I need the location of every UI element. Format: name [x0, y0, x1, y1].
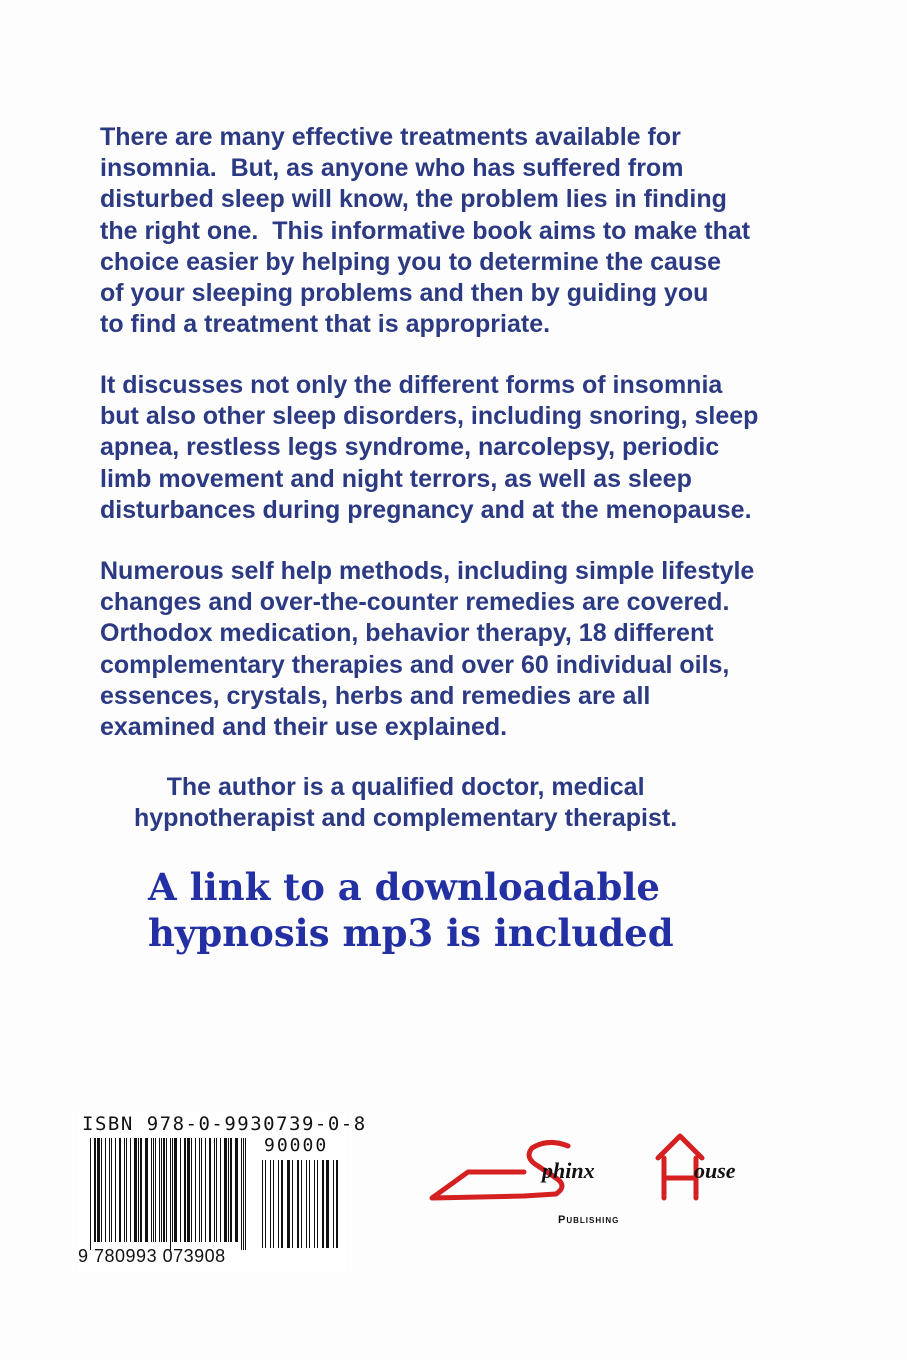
- barcode-bar: [101, 1138, 102, 1242]
- barcode-bar: [205, 1138, 206, 1242]
- barcode-bar: [241, 1138, 242, 1250]
- barcode-bar: [109, 1138, 110, 1242]
- addon-bar: [333, 1160, 334, 1248]
- barcode-bar: [191, 1138, 192, 1242]
- addon-bar: [322, 1160, 324, 1248]
- addon-bar: [326, 1160, 329, 1248]
- barcode-bar: [245, 1138, 246, 1250]
- barcode-bar: [151, 1138, 152, 1242]
- barcode-bar: [216, 1138, 217, 1242]
- barcode-bar: [94, 1138, 96, 1242]
- barcode-bar: [230, 1138, 232, 1242]
- addon-bar: [281, 1160, 283, 1248]
- barcode-bar: [195, 1138, 196, 1242]
- barcode-bar: [97, 1138, 100, 1242]
- barcode-bar: [145, 1138, 148, 1242]
- addon-bar: [262, 1160, 263, 1248]
- barcode-bar: [126, 1138, 127, 1242]
- blurb-paragraph-3: Numerous self help methods, including simple lifestyle changes and over-the-counter remedies are covered. Orthodox medication, behavior therapy, 18 different complementary therapies and over 60 individual oils, essences, crystals, herbs and remedies are all examined and their use explained.: [100, 557, 755, 742]
- addon-bar: [301, 1160, 302, 1248]
- barcode-bar: [166, 1138, 167, 1242]
- barcode-bar: [174, 1138, 177, 1242]
- barcode-bar: [161, 1138, 162, 1242]
- addon-barcode: [262, 1160, 342, 1250]
- barcode-bar: [184, 1138, 186, 1242]
- barcode-bar: [187, 1138, 190, 1242]
- mp3-highlight: A link to a downloadable hypnosis mp3 is included: [148, 865, 674, 955]
- addon-bar: [314, 1160, 315, 1248]
- blurb-paragraph-2: It discusses not only the different forms of insomnia but also other sleep disorders, including snoring, sleep apnea, restless legs syndrome, narcolepsy, periodic limb movement and night terrors, as well as sleep disturbances during pregnancy and at the menopause.: [100, 371, 759, 524]
- barcode-bar: [199, 1138, 200, 1242]
- addon-bar: [270, 1160, 271, 1248]
- author-note: The author is a qualified doctor, medical hypnotherapist and complementary therapist.: [134, 773, 678, 833]
- barcode-bar: [111, 1138, 112, 1242]
- addon-bar: [297, 1160, 299, 1248]
- addon-bar: [287, 1160, 290, 1248]
- addon-bar: [309, 1160, 310, 1248]
- ean-barcode: [90, 1138, 250, 1250]
- addon-bar: [278, 1160, 279, 1248]
- addon-bar: [273, 1160, 274, 1248]
- publisher-name-part-1: phinx: [542, 1158, 595, 1183]
- barcode-bar: [134, 1138, 137, 1242]
- barcode-bar: [105, 1138, 106, 1242]
- addon-bar: [265, 1160, 266, 1248]
- publisher-subtitle: Publishing: [558, 1214, 620, 1226]
- price-code: 90000: [264, 1135, 329, 1156]
- barcode-bar: [159, 1138, 160, 1242]
- barcode-bar: [209, 1138, 211, 1242]
- barcode-bar: [153, 1138, 154, 1242]
- barcode-bar: [180, 1138, 181, 1242]
- barcode-bar: [170, 1138, 171, 1250]
- barcode-bar: [90, 1138, 91, 1250]
- barcode-bar: [214, 1138, 215, 1242]
- barcode-bar: [140, 1138, 142, 1242]
- barcode-bar: [243, 1138, 244, 1250]
- addon-bar: [336, 1160, 338, 1248]
- isbn-label: ISBN 978-0-9930739-0-8: [82, 1113, 367, 1135]
- barcode-bar: [224, 1138, 227, 1242]
- addon-bar: [317, 1160, 318, 1248]
- barcode-bar: [163, 1138, 165, 1242]
- barcode-bar: [119, 1138, 121, 1242]
- addon-bar: [306, 1160, 307, 1248]
- barcode-bar: [115, 1138, 116, 1242]
- barcode-bar: [130, 1138, 131, 1242]
- barcode-bar: [155, 1138, 156, 1242]
- barcode-bar: [201, 1138, 202, 1242]
- addon-bar: [292, 1160, 293, 1248]
- barcode-bar: [124, 1138, 125, 1242]
- barcode-bar: [172, 1138, 173, 1242]
- barcode-bar: [228, 1138, 229, 1242]
- barcode-bar: [220, 1138, 221, 1242]
- barcode-bar: [138, 1138, 139, 1242]
- ean-digits: 9 780993 073908: [78, 1246, 226, 1266]
- blurb-paragraph-1: There are many effective treatments available for insomnia. But, as anyone who has suffered from disturbed sleep will know, the problem lies in finding the right one. This informative book aims to make that choice easier by helping you to determine the cause of your sleeping problems and then by guiding you to find a treatment that is appropriate.: [100, 123, 751, 339]
- publisher-name-part-2: ouse: [694, 1158, 736, 1183]
- barcode-bar: [235, 1138, 238, 1242]
